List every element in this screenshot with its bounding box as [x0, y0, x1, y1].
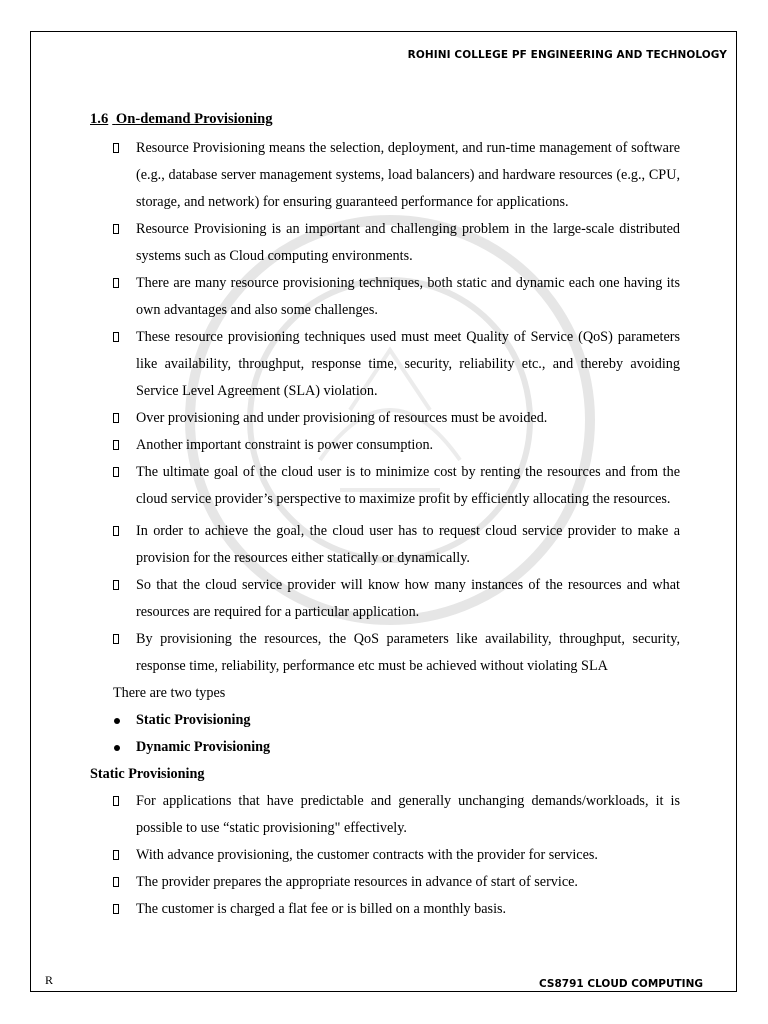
list-item-text: There are many resource provisioning techniques, both static and dynamic each one having its own advantages and also some challenges. [136, 275, 680, 318]
bullet-box-icon [113, 850, 119, 860]
list-item [90, 270, 680, 324]
section-title: On-demand Provisioning [115, 111, 273, 127]
list-item-text: By provisioning the resources, the QoS parameters like availability, throughput, security, response time, reliability, performance etc must be achieved without violating SLA [136, 631, 680, 674]
list-item-text: The provider prepares the appropriate resources in advance of start of service. [136, 874, 578, 890]
bullet-box-icon [113, 634, 119, 644]
bullet-box-icon [113, 580, 119, 590]
list-item-text: Resource Provisioning is an important and challenging problem in the large-scale distributed systems such as Cloud computing environments. [136, 221, 680, 264]
course-footer: CS8791 CLOUD COMPUTING [539, 978, 703, 990]
bullet-box-icon [113, 526, 119, 536]
college-header: ROHINI COLLEGE PF ENGINEERING AND TECHNOLOGY [407, 49, 727, 61]
bullet-dot-icon [114, 745, 120, 751]
list-item [90, 842, 680, 869]
bullet-box-icon [113, 877, 119, 887]
list-item-text: The ultimate goal of the cloud user is to minimize cost by renting the resources and from the cloud service provider’s perspective to maximize profit by efficiently allocating the resources. [136, 464, 680, 507]
list-item-text: Resource Provisioning means the selection, deployment, and run-time management of software (e.g., database server management systems, load balancers) and hardware resources (e.g., CPU, storage, and network) for ensuring guaranteed performance for applications. [136, 140, 680, 210]
types-intro: There are two types [113, 685, 226, 701]
bullet-dot-icon [114, 718, 120, 724]
static-provisioning-heading: Static Provisioning [90, 766, 205, 782]
list-item [90, 405, 680, 432]
list-item [90, 734, 680, 761]
list-item [90, 432, 680, 459]
list-item [90, 626, 680, 680]
types-list [90, 707, 680, 761]
list-item [90, 788, 680, 842]
list-item-text: Dynamic Provisioning [136, 739, 271, 755]
list-item [90, 324, 680, 405]
list-item [90, 459, 680, 513]
list-item-text: Another important constraint is power consumption. [136, 437, 434, 453]
document-body [90, 108, 680, 923]
list-item-text: These resource provisioning techniques used must meet Quality of Service (QoS) parameters like availability, throughput, response time, security, reliability etc., and thereby avoiding Service Level Agreement (SLA) violation. [136, 329, 680, 399]
bullet-box-icon [113, 413, 119, 423]
bullet-box-icon [113, 904, 119, 914]
list-item [90, 896, 680, 923]
bullet-box-icon [113, 224, 119, 234]
list-item-text: The customer is charged a flat fee or is billed on a monthly basis. [136, 901, 507, 917]
list-item-text: In order to achieve the goal, the cloud user has to request cloud service provider to make a provision for the resources either statically or dynamically. [136, 523, 680, 566]
list-item [90, 707, 680, 734]
bullet-box-icon [113, 796, 119, 806]
bullet-box-icon [113, 467, 119, 477]
bullet-box-icon [113, 143, 119, 153]
bullet-box-icon [113, 332, 119, 342]
list-item [90, 572, 680, 626]
list-item-text: With advance provisioning, the customer contracts with the provider for services. [136, 847, 598, 863]
list-item [90, 518, 680, 572]
list-item-text: Over provisioning and under provisioning of resources must be avoided. [136, 410, 548, 426]
static-bullet-list [90, 788, 680, 923]
section-number: 1.6 [90, 111, 109, 127]
list-item-text: So that the cloud service provider will know how many instances of the resources and what resources are required for a particular application. [136, 577, 680, 620]
provisioning-bullet-list [90, 135, 680, 680]
list-item-text: For applications that have predictable and generally unchanging demands/workloads, it is possible to use “static provisioning" effectively. [136, 793, 680, 836]
bullet-box-icon [113, 278, 119, 288]
list-item [90, 135, 680, 216]
list-item [90, 216, 680, 270]
list-item-text: Static Provisioning [136, 712, 251, 728]
section-heading [90, 108, 680, 130]
footer-left-mark: R [45, 973, 54, 987]
list-item [90, 869, 680, 896]
bullet-box-icon [113, 440, 119, 450]
